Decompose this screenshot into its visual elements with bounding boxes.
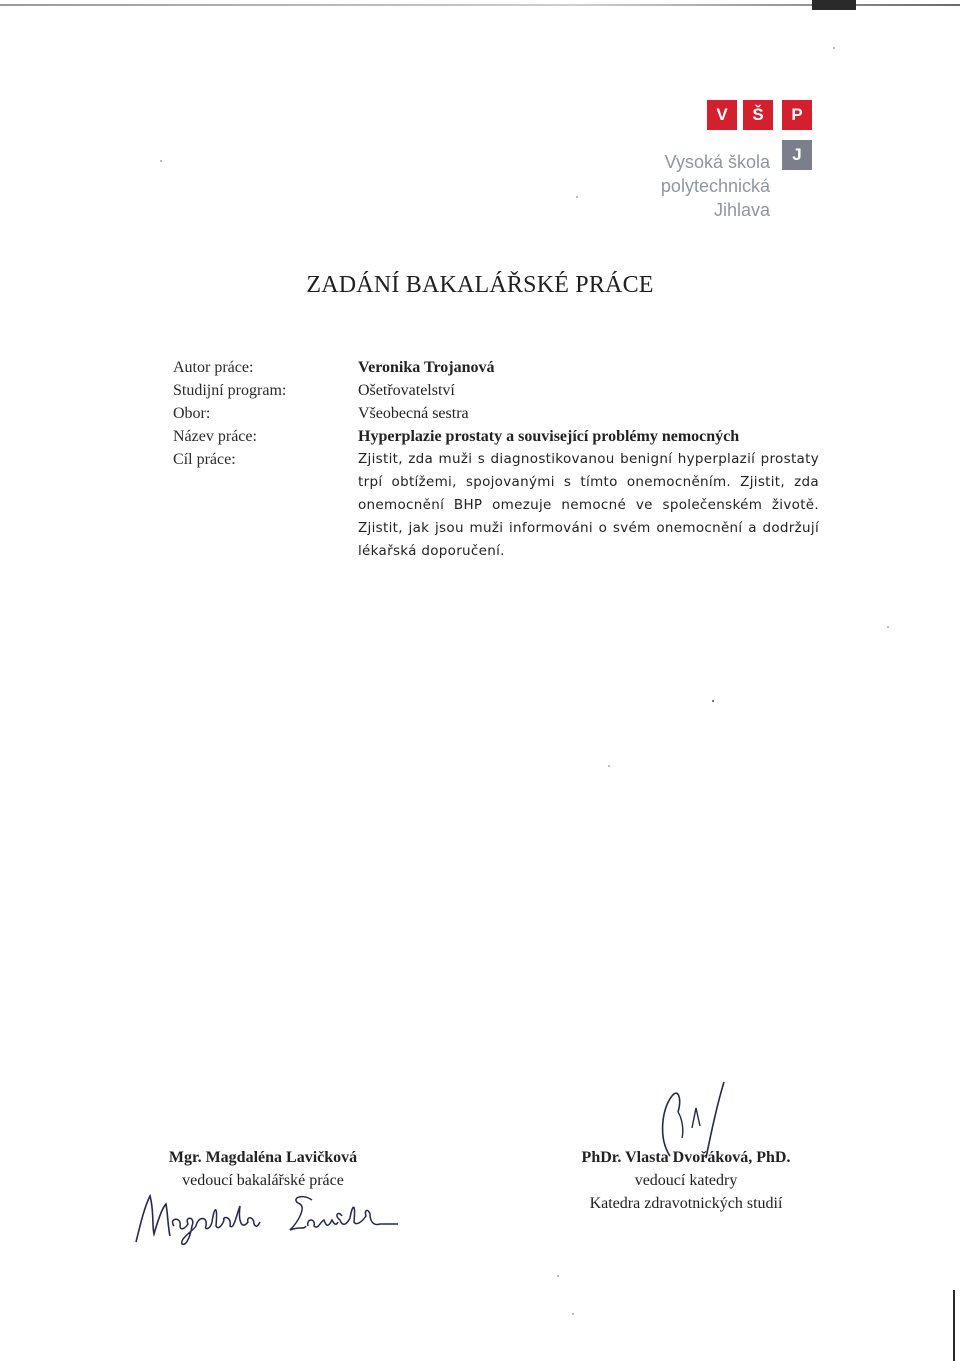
- scan-speck: [557, 1275, 559, 1277]
- thesis-fields: [173, 356, 833, 563]
- field-label: Cíl práce:: [173, 451, 236, 468]
- field-label: Autor práce:: [173, 359, 254, 376]
- field-row-title: [173, 425, 833, 448]
- scan-speck: [576, 196, 578, 198]
- scan-speck: [833, 47, 835, 49]
- logo-letter-j: J: [782, 140, 812, 170]
- thesis-title: Hyperplazie prostaty a související problémy nemocných: [358, 428, 740, 445]
- logo-text: [661, 150, 770, 222]
- scan-edge-mark: [812, 0, 856, 10]
- logo-line-3: Jihlava: [713, 200, 770, 220]
- study-field: Všeobecná sestra: [358, 405, 469, 422]
- field-row-goal: [173, 448, 833, 563]
- scan-speck: [608, 765, 610, 767]
- head-department: Katedra zdravotnických studií: [589, 1195, 783, 1212]
- logo-line-2: polytechnická: [660, 176, 770, 196]
- supervisor-role: vedoucí bakalářské práce: [182, 1172, 344, 1189]
- supervisor-signature: [130, 1186, 410, 1250]
- field-label: Studijní program:: [173, 382, 287, 399]
- scan-speck: [887, 626, 889, 628]
- school-logo: [640, 98, 820, 228]
- head-signature-block: [560, 1146, 812, 1215]
- logo-letter-p: P: [782, 100, 812, 130]
- field-label: Název práce:: [173, 428, 257, 445]
- scan-speck: [160, 160, 162, 162]
- document-title: ZADÁNÍ BAKALÁŘSKÉ PRÁCE: [306, 272, 654, 298]
- scan-speck: [572, 1313, 574, 1315]
- logo-line-1: Vysoká škola: [664, 152, 770, 172]
- author-name: Veronika Trojanová: [358, 359, 495, 376]
- head-name: PhDr. Vlasta Dvořáková, PhD.: [581, 1149, 791, 1166]
- scan-edge-line-right: [953, 1290, 955, 1361]
- thesis-goal: Zjistit, zda muži s diagnostikovanou benigní hyperplazií prostaty trpí obtížemi, spojovanými s tímto onemocněním. Zjistit, zda onemocnění BHP omezuje nemocné ve společenském životě. Zjistit, jak jsou muži informováni o svém onemocnění a dodržují lékařská doporučení.: [358, 451, 819, 559]
- field-row-author: [173, 356, 833, 379]
- field-row-program: [173, 379, 833, 402]
- logo-letter-v: V: [707, 100, 737, 130]
- head-role: vedoucí katedry: [634, 1172, 738, 1189]
- logo-letter-s: Š: [743, 100, 773, 130]
- scan-speck: [712, 700, 714, 702]
- study-program: Ošetřovatelství: [358, 382, 455, 399]
- supervisor-name: Mgr. Magdaléna Lavičková: [168, 1149, 358, 1166]
- field-row-field: [173, 402, 833, 425]
- field-label: Obor:: [173, 405, 211, 422]
